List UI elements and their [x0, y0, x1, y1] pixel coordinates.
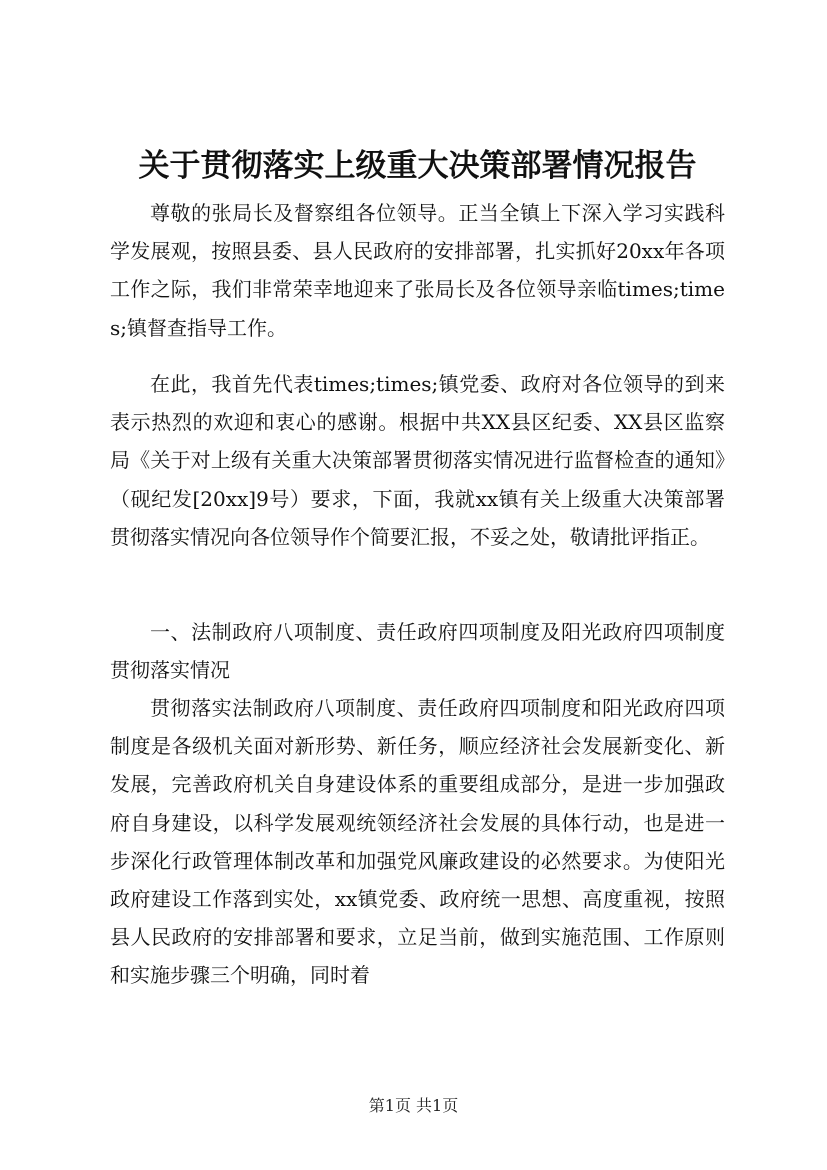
- page-number-footer: 第1页 共1页: [368, 1096, 459, 1115]
- paragraph-implementation: 贯彻落实法制政府八项制度、责任政府四项制度和阳光政府四项制度是各级机关面对新形势、新任务，顺应经济社会发展新变化、新发展，完善政府机关自身建设体系的重要组成部分，是进一步加强政府自身建设，以科学发展观统领经济社会发展的具体行动，也是进一步深化行政管理体制改革和加强党风廉政建设的必然要求。为使阳光政府建设工作落到实处，xx镇党委、政府统一思想、高度重视，按照县人民政府的安排部署和要求，立足当前，做到实施范围、工作原则和实施步骤三个明确，同时着: [110, 696, 725, 988]
- paragraph-greeting: 尊敬的张局长及督察组各位领导。正当全镇上下深入学习实践科学发展观，按照县委、县人民政府的安排部署，扎实抓好20xx年各项工作之际，我们非常荣幸地迎来了张局长及各位领导亲临times;times;镇督查指导工作。: [110, 201, 725, 340]
- section-heading-one: 一、法制政府八项制度、责任政府四项制度及阳光政府四项制度贯彻落实情况: [110, 620, 725, 683]
- paragraph-welcome: 在此，我首先代表times;times;镇党委、政府对各位领导的到来表示热烈的欢迎和衷心的感谢。根据中共XX县区纪委、XX县区监察局《关于对上级有关重大决策部署贯彻落实情况进行监督检查的通知》（砚纪发[20xx]9号）要求，下面，我就xx镇有关上级重大决策部署贯彻落实情况向各位领导作个简要汇报，不妥之处，敬请批评指正。: [110, 372, 725, 549]
- document-title: 关于贯彻落实上级重大决策部署情况报告: [138, 148, 697, 184]
